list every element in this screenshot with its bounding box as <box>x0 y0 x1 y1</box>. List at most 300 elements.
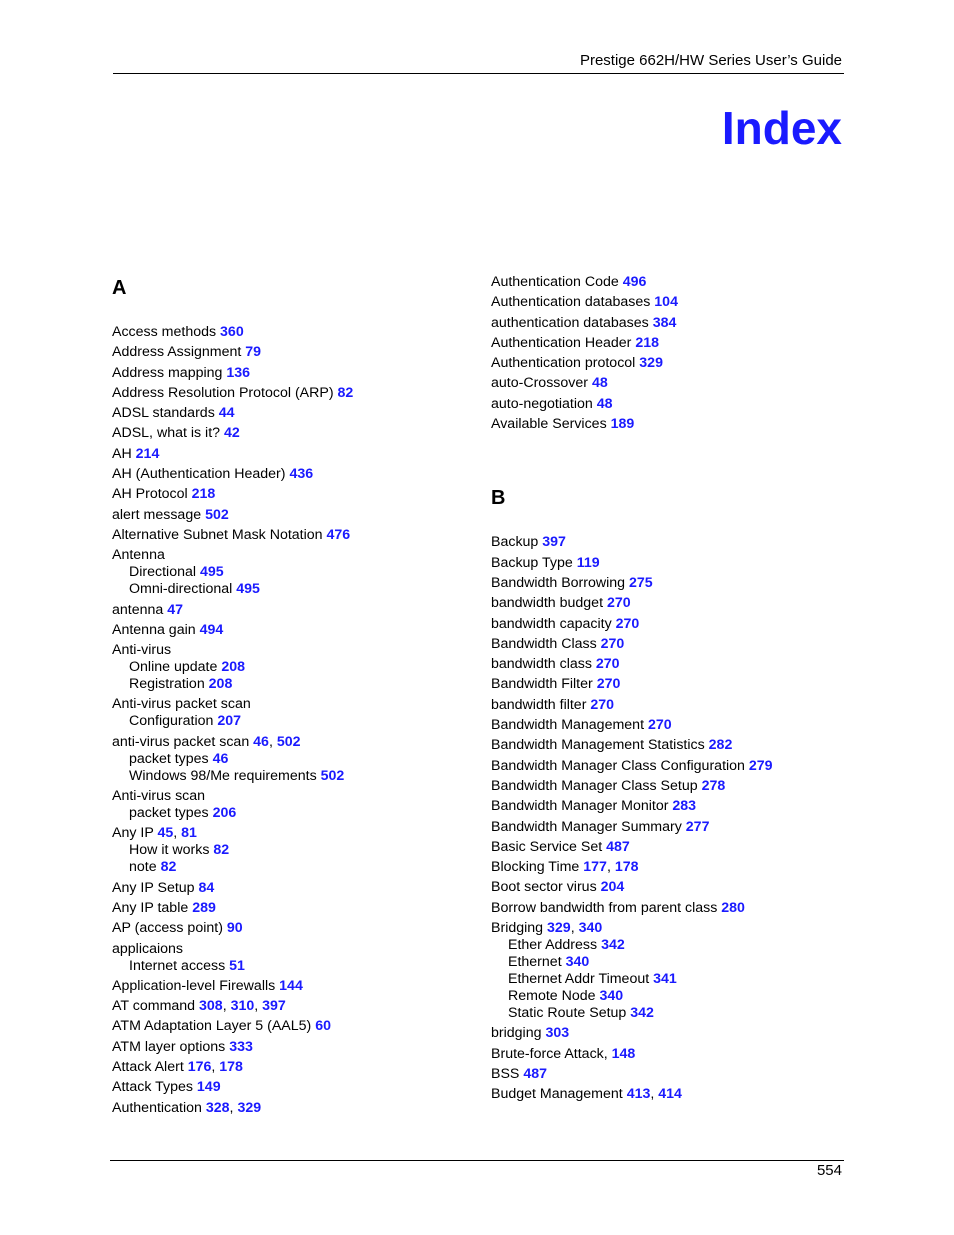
index-entry <box>491 656 851 673</box>
page-ref-link[interactable]: 270 <box>590 696 615 713</box>
index-entry-line <box>491 758 851 775</box>
page-ref-link[interactable]: 47 <box>167 601 184 618</box>
index-entry <box>491 778 851 795</box>
index-term: ATM Adaptation Layer 5 (AAL5) <box>112 1018 312 1035</box>
page-ref-link[interactable]: 303 <box>545 1025 570 1042</box>
page-ref-link[interactable]: 60 <box>315 1018 331 1035</box>
page-ref-link[interactable]: 289 <box>192 899 216 916</box>
page-ref-link[interactable]: 275 <box>629 574 653 591</box>
index-entry <box>112 324 472 341</box>
index-entry-line <box>491 1066 851 1083</box>
page-ref-link[interactable]: 84 <box>198 879 215 896</box>
index-entry <box>112 344 472 361</box>
index-entry-line <box>491 778 851 795</box>
running-header-title: Prestige 662H/HW Series User’s Guide <box>579 52 842 69</box>
index-entry <box>491 534 851 551</box>
index-subterm: How it works <box>129 842 210 859</box>
page-ref-link[interactable]: 502 <box>276 733 301 750</box>
index-subterm: Directional <box>129 564 197 581</box>
index-term: Boot sector virus <box>491 879 597 896</box>
page-heading: Index <box>721 102 842 154</box>
index-term: Available Services <box>491 416 607 433</box>
index-entry-line <box>112 425 472 442</box>
index-term: Backup <box>491 534 539 551</box>
index-entry <box>491 697 851 714</box>
index-term: Bandwidth Manager Summary <box>491 818 682 835</box>
index-entry <box>491 819 851 836</box>
index-entry <box>491 920 851 1022</box>
index-entry <box>112 825 472 876</box>
page-ref-link[interactable]: 189 <box>610 416 635 433</box>
index-subterm: Omni-directional <box>129 581 233 598</box>
index-term: Alternative Subnet Mask Notation <box>112 526 323 543</box>
index-entry <box>112 602 472 619</box>
index-entry-line <box>112 696 472 713</box>
index-term: Antenna gain <box>112 621 196 638</box>
page-ref-link[interactable]: 82 <box>337 384 354 401</box>
index-entry-line: Budget Management 413, 414 <box>491 1086 682 1103</box>
index-term: Blocking Time <box>491 859 580 876</box>
index-entry-line <box>112 788 472 805</box>
index-term: Bandwidth Borrowing <box>491 574 626 591</box>
index-term: Basic Service Set <box>491 838 603 855</box>
index-entry-line <box>491 616 851 633</box>
index-subentry <box>112 676 472 693</box>
index-entry-line <box>112 527 472 544</box>
page-ref-link[interactable]: 360 <box>220 324 244 340</box>
index-entry-line <box>491 636 851 653</box>
index-subentry <box>491 988 851 1005</box>
index-subterm: Online update <box>129 659 218 676</box>
index-subterm: Remote Node <box>508 988 596 1005</box>
index-entry <box>491 839 851 856</box>
page-ref-link[interactable]: 206 <box>212 805 237 822</box>
index-term: Anti-virus <box>112 642 172 659</box>
page-ref-link[interactable]: 270 <box>606 595 631 612</box>
page-ref-link[interactable]: 81 <box>181 825 197 842</box>
page-ref-link[interactable]: 282 <box>708 737 733 754</box>
index-entry-line <box>112 547 472 564</box>
index-entry-line <box>491 274 851 291</box>
index-subterm: Registration <box>129 676 205 693</box>
index-entry <box>112 527 472 544</box>
page-ref-link[interactable]: 51 <box>229 957 245 974</box>
page-ref-link[interactable]: 414 <box>658 1086 682 1103</box>
index-term: Bandwidth Management <box>491 717 645 734</box>
index-term: ADSL standards <box>112 405 215 422</box>
index-term: Budget Management <box>491 1086 623 1103</box>
page-ref-link[interactable]: 487 <box>606 838 630 855</box>
index-entry <box>491 1046 851 1063</box>
index-term: Bandwidth Manager Class Setup <box>491 777 698 794</box>
index-subterm: Ethernet Addr Timeout <box>508 971 650 988</box>
index-entry <box>491 859 851 876</box>
index-term: Brute-force Attack, <box>491 1045 608 1062</box>
section-letter-heading: A <box>112 277 127 299</box>
index-entry-line: Bridging 329, 340 <box>491 920 603 937</box>
index-subentry <box>491 971 851 988</box>
index-entry-line <box>112 642 472 659</box>
index-entry-line <box>491 879 851 896</box>
page-ref-link[interactable]: 308 <box>199 998 223 1015</box>
page-ref-link[interactable]: 342 <box>630 1005 654 1022</box>
index-term: Antenna <box>112 547 165 564</box>
index-entry-line <box>491 798 851 815</box>
page-ref-link[interactable]: 397 <box>542 534 566 551</box>
page-ref-link[interactable]: 82 <box>213 842 230 859</box>
index-entry-line <box>491 555 851 572</box>
index-entry-line <box>491 396 851 413</box>
index-term: Borrow bandwidth from parent class <box>491 899 718 916</box>
index-entry-line <box>112 344 472 361</box>
index-subentry <box>112 713 472 730</box>
index-entry-line: Blocking Time 177, 178 <box>491 859 639 876</box>
index-entry <box>491 798 851 815</box>
index-entry <box>112 507 472 524</box>
page-ref-link[interactable]: 329 <box>237 1099 262 1116</box>
index-entry <box>112 1100 472 1117</box>
page-ref-link[interactable]: 495 <box>199 564 224 581</box>
page-ref-link[interactable]: 502 <box>320 767 345 784</box>
index-term: Bandwidth Management Statistics <box>491 737 705 754</box>
index-entry <box>491 274 851 291</box>
page-ref-link[interactable]: 270 <box>596 676 621 693</box>
index-entry-line <box>491 737 851 754</box>
index-entry-line <box>112 385 472 402</box>
index-entry <box>112 1039 472 1056</box>
index-term: bandwidth budget <box>491 595 604 612</box>
page-ref-link[interactable]: 144 <box>279 977 303 994</box>
index-entry-line <box>491 375 851 392</box>
index-entry <box>112 734 472 785</box>
index-term: Attack Types <box>112 1079 193 1096</box>
page-ref-link[interactable]: 45 <box>157 825 174 842</box>
header-rule <box>113 73 844 74</box>
index-term: bandwidth capacity <box>491 615 612 632</box>
index-entry-line <box>491 595 851 612</box>
index-term: Any IP Setup <box>112 879 195 896</box>
page-ref-link[interactable]: 270 <box>595 656 620 673</box>
index-term: anti-virus packet scan <box>112 733 250 750</box>
page-ref-link[interactable]: 277 <box>685 818 710 835</box>
index-term: Bandwidth Class <box>491 635 597 652</box>
page-ref-link[interactable]: 495 <box>236 581 260 598</box>
index-entry-line <box>491 819 851 836</box>
index-entry-line <box>112 466 472 483</box>
index-entry <box>491 879 851 896</box>
index-entry <box>491 676 851 693</box>
index-subterm: note <box>129 859 157 876</box>
index-term: bandwidth filter <box>491 696 587 713</box>
index-subterm: Ethernet <box>508 954 562 971</box>
index-entry-line: Attack Alert 176, 178 <box>112 1059 243 1076</box>
index-term: auto-Crossover <box>491 375 588 392</box>
index-term: Authentication <box>112 1099 202 1116</box>
index-entry <box>112 696 472 730</box>
page-ref-link[interactable]: 48 <box>596 395 613 412</box>
index-term: Address Resolution Protocol (ARP) <box>112 384 334 401</box>
index-entry <box>112 425 472 442</box>
index-entry <box>491 616 851 633</box>
page-ref-link[interactable]: 476 <box>326 526 351 543</box>
index-entry <box>112 880 472 897</box>
index-entry-line: Authentication 328, 329 <box>112 1099 262 1116</box>
page-ref-link[interactable]: 119 <box>576 554 600 571</box>
page-ref-link[interactable]: 384 <box>652 314 677 331</box>
page-ref-link[interactable]: 329 <box>639 355 663 372</box>
index-entry-line <box>112 941 472 958</box>
page-ref-link[interactable]: 218 <box>191 486 216 503</box>
index-subentry <box>491 954 851 971</box>
index-entry-line <box>112 1079 472 1096</box>
index-entry-line <box>112 978 472 995</box>
page-ref-link[interactable]: 79 <box>245 344 262 361</box>
section-letter-heading: B <box>491 487 506 510</box>
index-entry-line <box>112 1039 472 1056</box>
page-ref-link[interactable]: 177 <box>583 859 607 876</box>
footer-rule <box>110 1160 844 1161</box>
page-ref-link[interactable]: 176 <box>187 1059 212 1076</box>
index-entry-line <box>491 697 851 714</box>
index-subentry <box>112 659 472 676</box>
page-ref-link[interactable]: 342 <box>601 937 625 954</box>
index-entry <box>491 737 851 754</box>
page-ref-link[interactable]: 148 <box>611 1045 636 1062</box>
page-ref-link[interactable]: 46 <box>253 733 269 750</box>
index-entry <box>112 1018 472 1035</box>
index-subterm: Internet access <box>129 957 226 974</box>
index-entry <box>112 1079 472 1096</box>
index-entry <box>112 788 472 822</box>
index-entry-line <box>491 1025 851 1042</box>
index-entry <box>112 642 472 693</box>
index-entry <box>491 758 851 775</box>
index-entry-line: Any IP 45, 81 <box>112 825 197 842</box>
page-ref-link[interactable]: 279 <box>748 757 773 774</box>
index-entry-line <box>112 900 472 917</box>
index-entry <box>491 1025 851 1042</box>
index-subentry <box>112 581 472 598</box>
page-ref-link[interactable]: 280 <box>721 899 745 916</box>
page-ref-link[interactable]: 310 <box>230 998 255 1015</box>
index-subterm: packet types <box>129 805 209 822</box>
page-ref-link[interactable]: 270 <box>615 615 640 632</box>
page-ref-link[interactable]: 436 <box>289 466 314 483</box>
index-entry <box>491 315 851 332</box>
index-entry <box>112 920 472 937</box>
index-subterm: Ether Address <box>508 937 598 954</box>
index-entry-line <box>112 324 472 341</box>
index-entry-line <box>491 1046 851 1063</box>
index-subterm: packet types <box>129 750 209 767</box>
index-entry <box>112 978 472 995</box>
index-term: Bandwidth Manager Monitor <box>491 798 669 815</box>
index-entry-line <box>491 335 851 352</box>
index-entry-line <box>112 405 472 422</box>
index-entry <box>491 396 851 413</box>
page-ref-link[interactable]: 48 <box>591 375 608 392</box>
page-ref-link[interactable]: 283 <box>672 798 697 815</box>
page-ref-link[interactable]: 104 <box>654 294 678 311</box>
index-term: Anti-virus scan <box>112 788 206 805</box>
index-subterm: Static Route Setup <box>508 1005 627 1022</box>
page-ref-link[interactable]: 207 <box>217 713 242 730</box>
index-entry <box>491 294 851 311</box>
page-ref-link[interactable]: 218 <box>635 334 660 351</box>
index-entry <box>112 486 472 503</box>
index-term: Address Assignment <box>112 344 242 361</box>
index-entry-line <box>491 294 851 311</box>
index-entry-line <box>491 416 851 433</box>
page-ref-link[interactable]: 82 <box>160 859 177 876</box>
index-term: AP (access point) <box>112 920 223 937</box>
page-ref-link[interactable]: 413 <box>626 1086 651 1103</box>
page-ref-link[interactable]: 44 <box>218 405 235 422</box>
index-entry <box>491 717 851 734</box>
index-entry <box>491 900 851 917</box>
index-entry-line <box>491 315 851 332</box>
index-entry <box>491 595 851 612</box>
page-ref-link[interactable]: 487 <box>523 1065 548 1082</box>
section-gap <box>491 436 851 485</box>
page-ref-link[interactable]: 494 <box>199 621 224 638</box>
index-entry-line <box>491 900 851 917</box>
page-ref-link[interactable]: 204 <box>600 879 625 896</box>
index-entry <box>112 446 472 463</box>
index-term: ATM layer options <box>112 1038 226 1055</box>
index-term: Any IP <box>112 825 154 842</box>
page-ref-link[interactable]: 502 <box>205 506 229 523</box>
index-term: bandwidth class <box>491 656 592 673</box>
index-entry <box>491 335 851 352</box>
index-subentry <box>112 958 472 975</box>
index-term: Authentication Code <box>491 274 619 290</box>
index-term: Authentication Header <box>491 334 632 351</box>
index-subterm: Configuration <box>129 713 214 730</box>
index-entry-line <box>112 446 472 463</box>
index-term: Bandwidth Manager Class Configuration <box>491 757 745 774</box>
index-entry-line <box>112 1018 472 1035</box>
index-subentry <box>112 768 472 785</box>
page-ref-link[interactable]: 340 <box>565 954 590 971</box>
index-term: Bridging <box>491 920 544 937</box>
index-term: authentication databases <box>491 314 649 331</box>
index-entry-line <box>491 676 851 693</box>
index-entry <box>112 466 472 483</box>
index-subentry <box>112 751 472 768</box>
index-entry <box>112 941 472 975</box>
index-term: AH Protocol <box>112 486 188 503</box>
page-ref-link[interactable]: 341 <box>653 971 677 988</box>
page-ref-link[interactable]: 329 <box>547 920 571 937</box>
index-column-right <box>491 274 851 1107</box>
index-entry <box>491 355 851 372</box>
page-ref-link[interactable]: 149 <box>196 1079 221 1096</box>
index-entry-line <box>112 602 472 619</box>
index-entry <box>112 385 472 402</box>
index-entry-line: AT command 308, 310, 397 <box>112 998 286 1015</box>
index-entry <box>491 575 851 592</box>
index-entry <box>112 365 472 382</box>
page-ref-link[interactable]: 136 <box>226 364 251 381</box>
index-entry <box>112 900 472 917</box>
page-ref-link[interactable]: 90 <box>226 920 243 937</box>
page-ref-link[interactable]: 178 <box>219 1059 243 1076</box>
index-subentry <box>112 842 472 859</box>
page-ref-link[interactable]: 333 <box>229 1038 253 1055</box>
index-entry-line <box>112 880 472 897</box>
page-ref-link[interactable]: 270 <box>600 635 625 652</box>
page-ref-link[interactable]: 214 <box>135 445 160 462</box>
index-term: Bandwidth Filter <box>491 676 593 693</box>
page-ref-link[interactable]: 270 <box>647 717 672 734</box>
index-entry-line <box>491 717 851 734</box>
index-term: AH <box>112 445 132 462</box>
index-entry <box>112 622 472 639</box>
page-ref-link[interactable]: 208 <box>221 659 245 676</box>
index-entry-line <box>491 839 851 856</box>
index-term: AT command <box>112 998 196 1015</box>
page-ref-link[interactable]: 496 <box>622 274 647 290</box>
index-term: BSS <box>491 1065 520 1082</box>
index-entry-line <box>112 507 472 524</box>
page-ref-link[interactable]: 178 <box>614 859 639 876</box>
index-entry <box>112 998 472 1015</box>
index-subentry <box>112 564 472 581</box>
index-entry-line <box>491 534 851 551</box>
index-term: ADSL, what is it? <box>112 425 221 442</box>
index-term: auto-negotiation <box>491 395 593 412</box>
index-term: bridging <box>491 1025 542 1042</box>
index-entry <box>112 547 472 598</box>
page-ref-link[interactable]: 278 <box>701 777 726 794</box>
index-entry-line: anti-virus packet scan 46, 502 <box>112 733 301 750</box>
index-term: antenna <box>112 601 164 618</box>
index-entry <box>491 375 851 392</box>
page-ref-link[interactable]: 397 <box>262 998 286 1015</box>
index-term: Anti-virus packet scan <box>112 696 251 713</box>
index-column-left <box>112 274 472 1120</box>
index-term: Application-level Firewalls <box>112 977 276 994</box>
index-entry-line <box>491 656 851 673</box>
index-entry <box>491 636 851 653</box>
index-subentry <box>491 1005 851 1022</box>
index-term: alert message <box>112 506 202 523</box>
page-ref-link[interactable]: 340 <box>578 920 603 937</box>
page-ref-link[interactable]: 328 <box>205 1099 230 1116</box>
index-term: Authentication protocol <box>491 355 636 372</box>
page-number: 554 <box>816 1162 842 1179</box>
index-entry-line <box>491 575 851 592</box>
index-entry-line <box>112 486 472 503</box>
index-entry-line <box>112 622 472 639</box>
page-ref-link[interactable]: 42 <box>223 425 240 442</box>
index-subterm: Windows 98/Me requirements <box>129 767 317 784</box>
page-ref-link[interactable]: 46 <box>212 750 229 767</box>
index-entry-line <box>112 365 472 382</box>
index-subentry <box>112 805 472 822</box>
page-ref-link[interactable]: 340 <box>599 988 624 1005</box>
index-term: Authentication databases <box>491 294 651 311</box>
page-ref-link[interactable]: 208 <box>208 676 233 693</box>
index-entry <box>491 1066 851 1083</box>
index-term: Any IP table <box>112 899 189 916</box>
index-entry-line <box>491 355 851 372</box>
index-entry <box>112 405 472 422</box>
index-entry <box>491 1086 851 1103</box>
index-term: Backup Type <box>491 554 573 571</box>
index-entry <box>491 416 851 433</box>
